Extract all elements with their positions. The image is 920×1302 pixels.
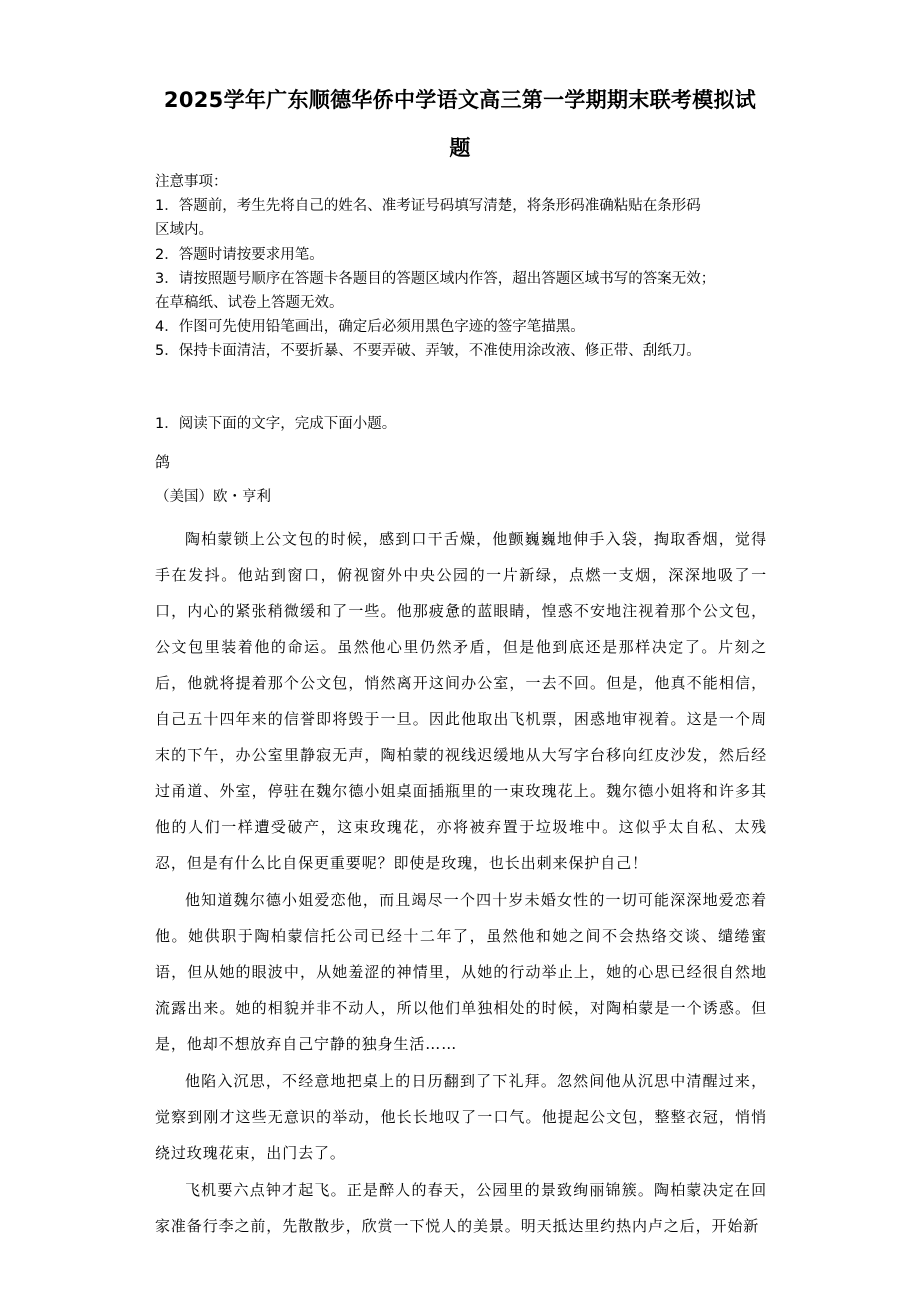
notice-line: 2．答题时请按要求用笔。 (155, 246, 324, 263)
notice-line: 1．答题前，考生先将自己的姓名、准考证号码填写清楚，将条形码准确粘贴在条形码 (155, 198, 701, 215)
notice-line: 区域内。 (155, 222, 213, 239)
notice-heading: 注意事项： (155, 174, 228, 190)
notice-section (155, 170, 770, 364)
story-paragraph: 他陷入沉思，不经意地把桌上的日历翻到了下礼拜。忽然间他从沉思中清醒过来，觉察到刚才这些无意识的举动，他长长地叹了一口气。他提起公文包，整整衣冠，悄悄绕过玫瑰花束，出门去了。 (155, 1072, 767, 1162)
story-author: （美国）欧・亨利 (155, 489, 271, 505)
document-title: 2025学年广东顺德华侨中学语文高三第一学期期末联考模拟试 (163, 88, 757, 112)
story-paragraph: 陶柏蒙锁上公文包的时候，感到口干舌燥，他颤巍巍地伸手入袋，掏取香烟，觉得手在发抖。他站到窗口，俯视窗外中央公园的一片新绿，点燃一支烟，深深地吸了一口，内心的紧张稍微缓和了一些。他那疲惫的蓝眼睛，惶惑不安地注视着那个公文包，公文包里装着他的命运。虽然他心里仍然矛盾，但是他到底还是那样决定了。片刻之后，他就将提着那个公文包，悄然离开这间办公室，一去不回。但是，他真不能相信，自己五十四年来的信誉即将毁于一旦。因此他取出飞机票，困惑地审视着。这是一个周末的下午，办公室里静寂无声，陶柏蒙的视线迟缓地从大写字台移向红皮沙发，然后经过甬道、外室，停驻在魏尔德小姐桌面插瓶里的一束玫瑰花上。魏尔德小姐将和许多其他的人们一样遭受破产，这束玫瑰花，亦将被弃置于垃圾堆中。这似乎太自私、太残忍，但是有什么比自保更重要呢？即使是玫瑰，也长出刺来保护自己！ (155, 530, 767, 872)
document-title-continued: 题 (449, 136, 471, 160)
question-heading: 1．阅读下面的文字，完成下面小题。 (155, 416, 397, 432)
story-body (155, 521, 767, 1245)
story-paragraph: 他知道魏尔德小姐爱恋他，而且竭尽一个四十岁未婚女性的一切可能深深地爱恋着他。她供职于陶柏蒙信托公司已经十二年了，虽然他和她之间不会热络交谈、缱绻蜜语，但从她的眼波中，从她羞涩的神情里，从她的行动举止上，她的心思已经很自然地流露出来。她的相貌并非不动人，所以他们单独相处的时候，对陶柏蒙是一个诱惑。但是，他却不想放弃自己宁静的独身生活…… (155, 891, 767, 1053)
notice-line: 3．请按照题号顺序在答题卡各题目的答题区域内作答，超出答题区域书写的答案无效； (155, 270, 716, 287)
notice-line: 5．保持卡面清洁，不要折暴、不要弄破、弄皱，不准使用涂改液、修正带、刮纸刀。 (155, 343, 701, 360)
story-paragraph: 飞机要六点钟才起飞。正是醉人的春天，公园里的景致绚丽锦簇。陶柏蒙决定在回家准备行李之前，先散散步，欣赏一下悦人的美景。明天抵达里约热内卢之后，开始新 (155, 1181, 767, 1235)
notice-line: 在草稿纸、试卷上答题无效。 (155, 295, 344, 312)
story-title: 鸽 (155, 453, 171, 471)
notice-line: 4．作图可先使用铅笔画出，确定后必须用黑色字迹的签字笔描黑。 (155, 319, 585, 336)
